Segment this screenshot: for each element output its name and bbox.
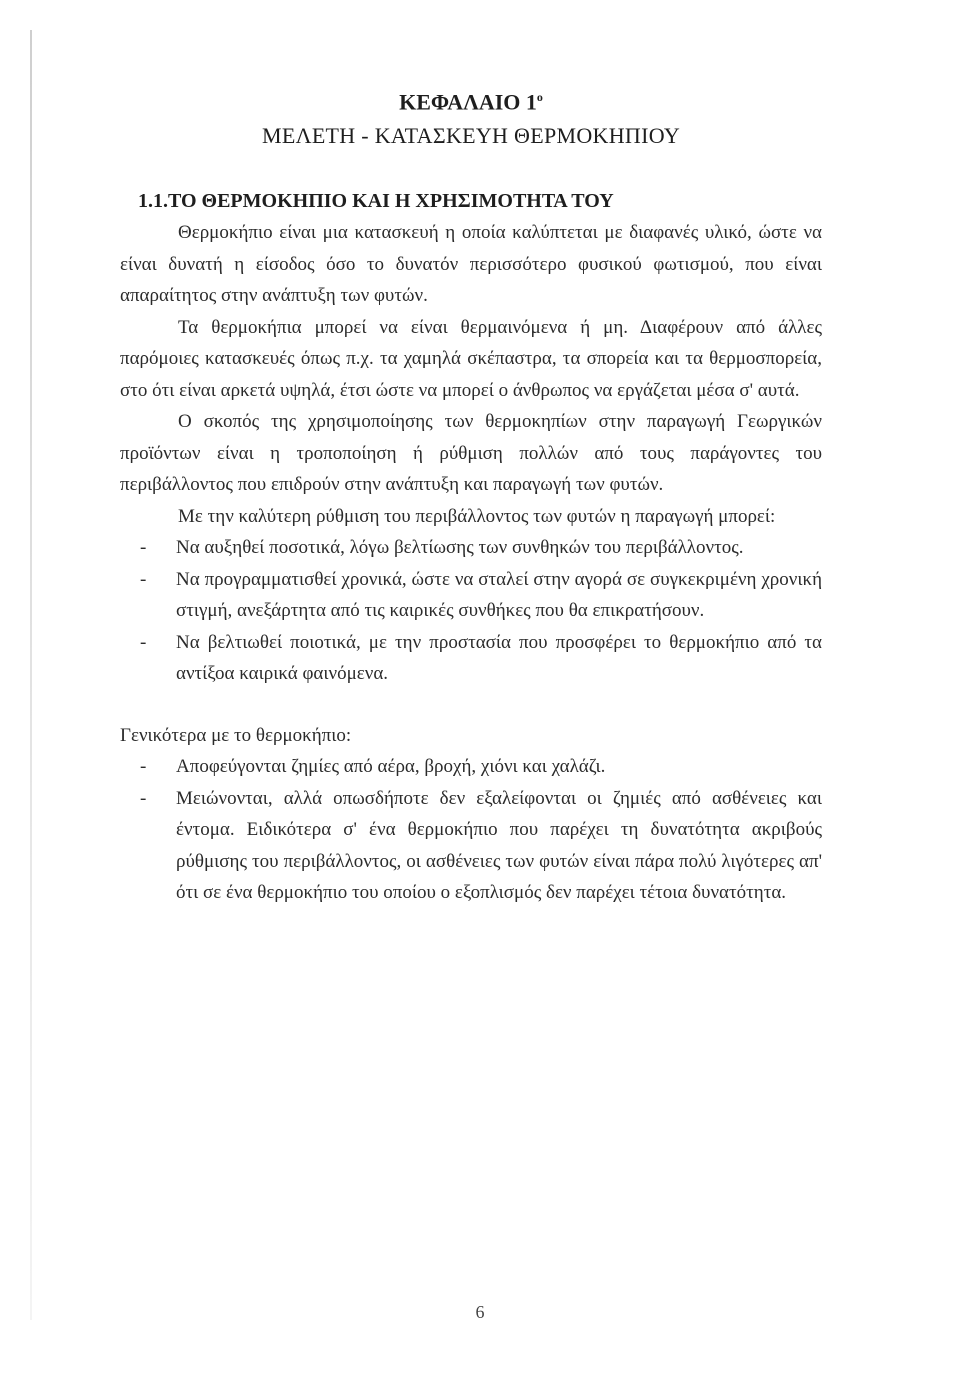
chapter-label: ΚΕΦΑΛΑΙΟ $1^o$ [399,89,543,115]
paragraph-purpose: Ο σκοπός της χρησιμοποίησης των θερμοκηπίων στην παραγωγή Γεωργικών προϊόντων είναι η τροποποίηση ή ρύθμιση πολλών από τους παράγοντες του περιβάλλοντος που επιδρούν στην ανάπτυξη και παραγωγή των φυτών. [120,411,822,496]
paragraph-definition: Θερμοκήπιο είναι μια κατασκευή η οποία καλύπτεται με διαφανές υλικό, ώστε να είναι δυνατή η είσοδος όσο το δυνατόν περισσότερο φυσικού φωτισμού, που είναι απαραίτητος στην ανάπτυξη των φυτών. [120,222,822,307]
chapter-subtitle: ΜΕΛΕΤΗ - ΚΑΤΑΣΚΕΥΗ ΘΕΡΜΟΚΗΠΙΟΥ [261,123,681,149]
general-list [120,751,822,909]
paragraph-types: Τα θερμοκήπια μπορεί να είναι θερμαινόμενα ή μη. Διαφέρουν από άλλες παρόμοιες κατασκευές όπως π.χ. τα χαμηλά σκέπαστρα, τα σπορεία και τα θερμοσπορεία, στο ότι είναι αρκετά υψηλά, έτσι ώστε να μπορεί ο άνθρωπος να εργάζεται μέσα σ' αυτά. [120,316,822,401]
page-number: 6 [475,1302,485,1322]
benefits-list [120,532,822,690]
list-item: - Αποφεύγονται ζημίες από αέρα, βροχή, χιόνι και χαλάζι. [120,751,822,783]
section-title: 1.1.ΤΟ ΘΕΡΜΟΚΗΠΙΟ ΚΑΙ Η ΧΡΗΣΙΜΟΤΗΤΑ ΤΟΥ [138,190,614,213]
list-item: - Να αυξηθεί ποσοτικά, λόγω βελτίωσης των συνθηκών του περιβάλλοντος. [120,532,822,564]
chapter-heading [120,80,822,153]
chapter-superscript: ο [536,90,543,104]
list-item: - Να βελτιωθεί ποιοτικά, με την προστασία που προσφέρει το θερμοκήπιο από τα αντίξοα καιρικά φαινόμενα. [120,627,822,690]
list-item: - Μειώνονται, αλλά οπωσδήποτε δεν εξαλείφονται οι ζημιές από ασθένειες και έντομα. Ειδικότερα σ' ένα θερμοκήπιο που παρέχει τη δυνατότητα ακριβούς ρύθμισης του περιβάλλοντος, οι ασθένειες των φυτών είναι πάρα πολύ λιγότερες απ' ότι σε ένα θερμοκήπιο του οποίου ο εξοπλισμός δεν παρέχει τέτοια δυνατότητα. [120,783,822,909]
paragraph-production: Με την καλύτερη ρύθμιση του περιβάλλοντος των φυτών η παραγωγή μπορεί: [178,505,776,527]
paragraph-gap [120,690,822,720]
general-intro: Γενικότερα με το θερμοκήπιο: [120,724,352,746]
list-item: - Να προγραμματισθεί χρονικά, ώστε να σταλεί στην αγορά σε συγκεκριμένη χρονική στιγμή, ανεξάρτητα από τις καιρικές συνθήκες που θα επικρατήσουν. [120,564,822,627]
scan-edge-shadow [30,30,32,1320]
document-page [120,80,822,909]
